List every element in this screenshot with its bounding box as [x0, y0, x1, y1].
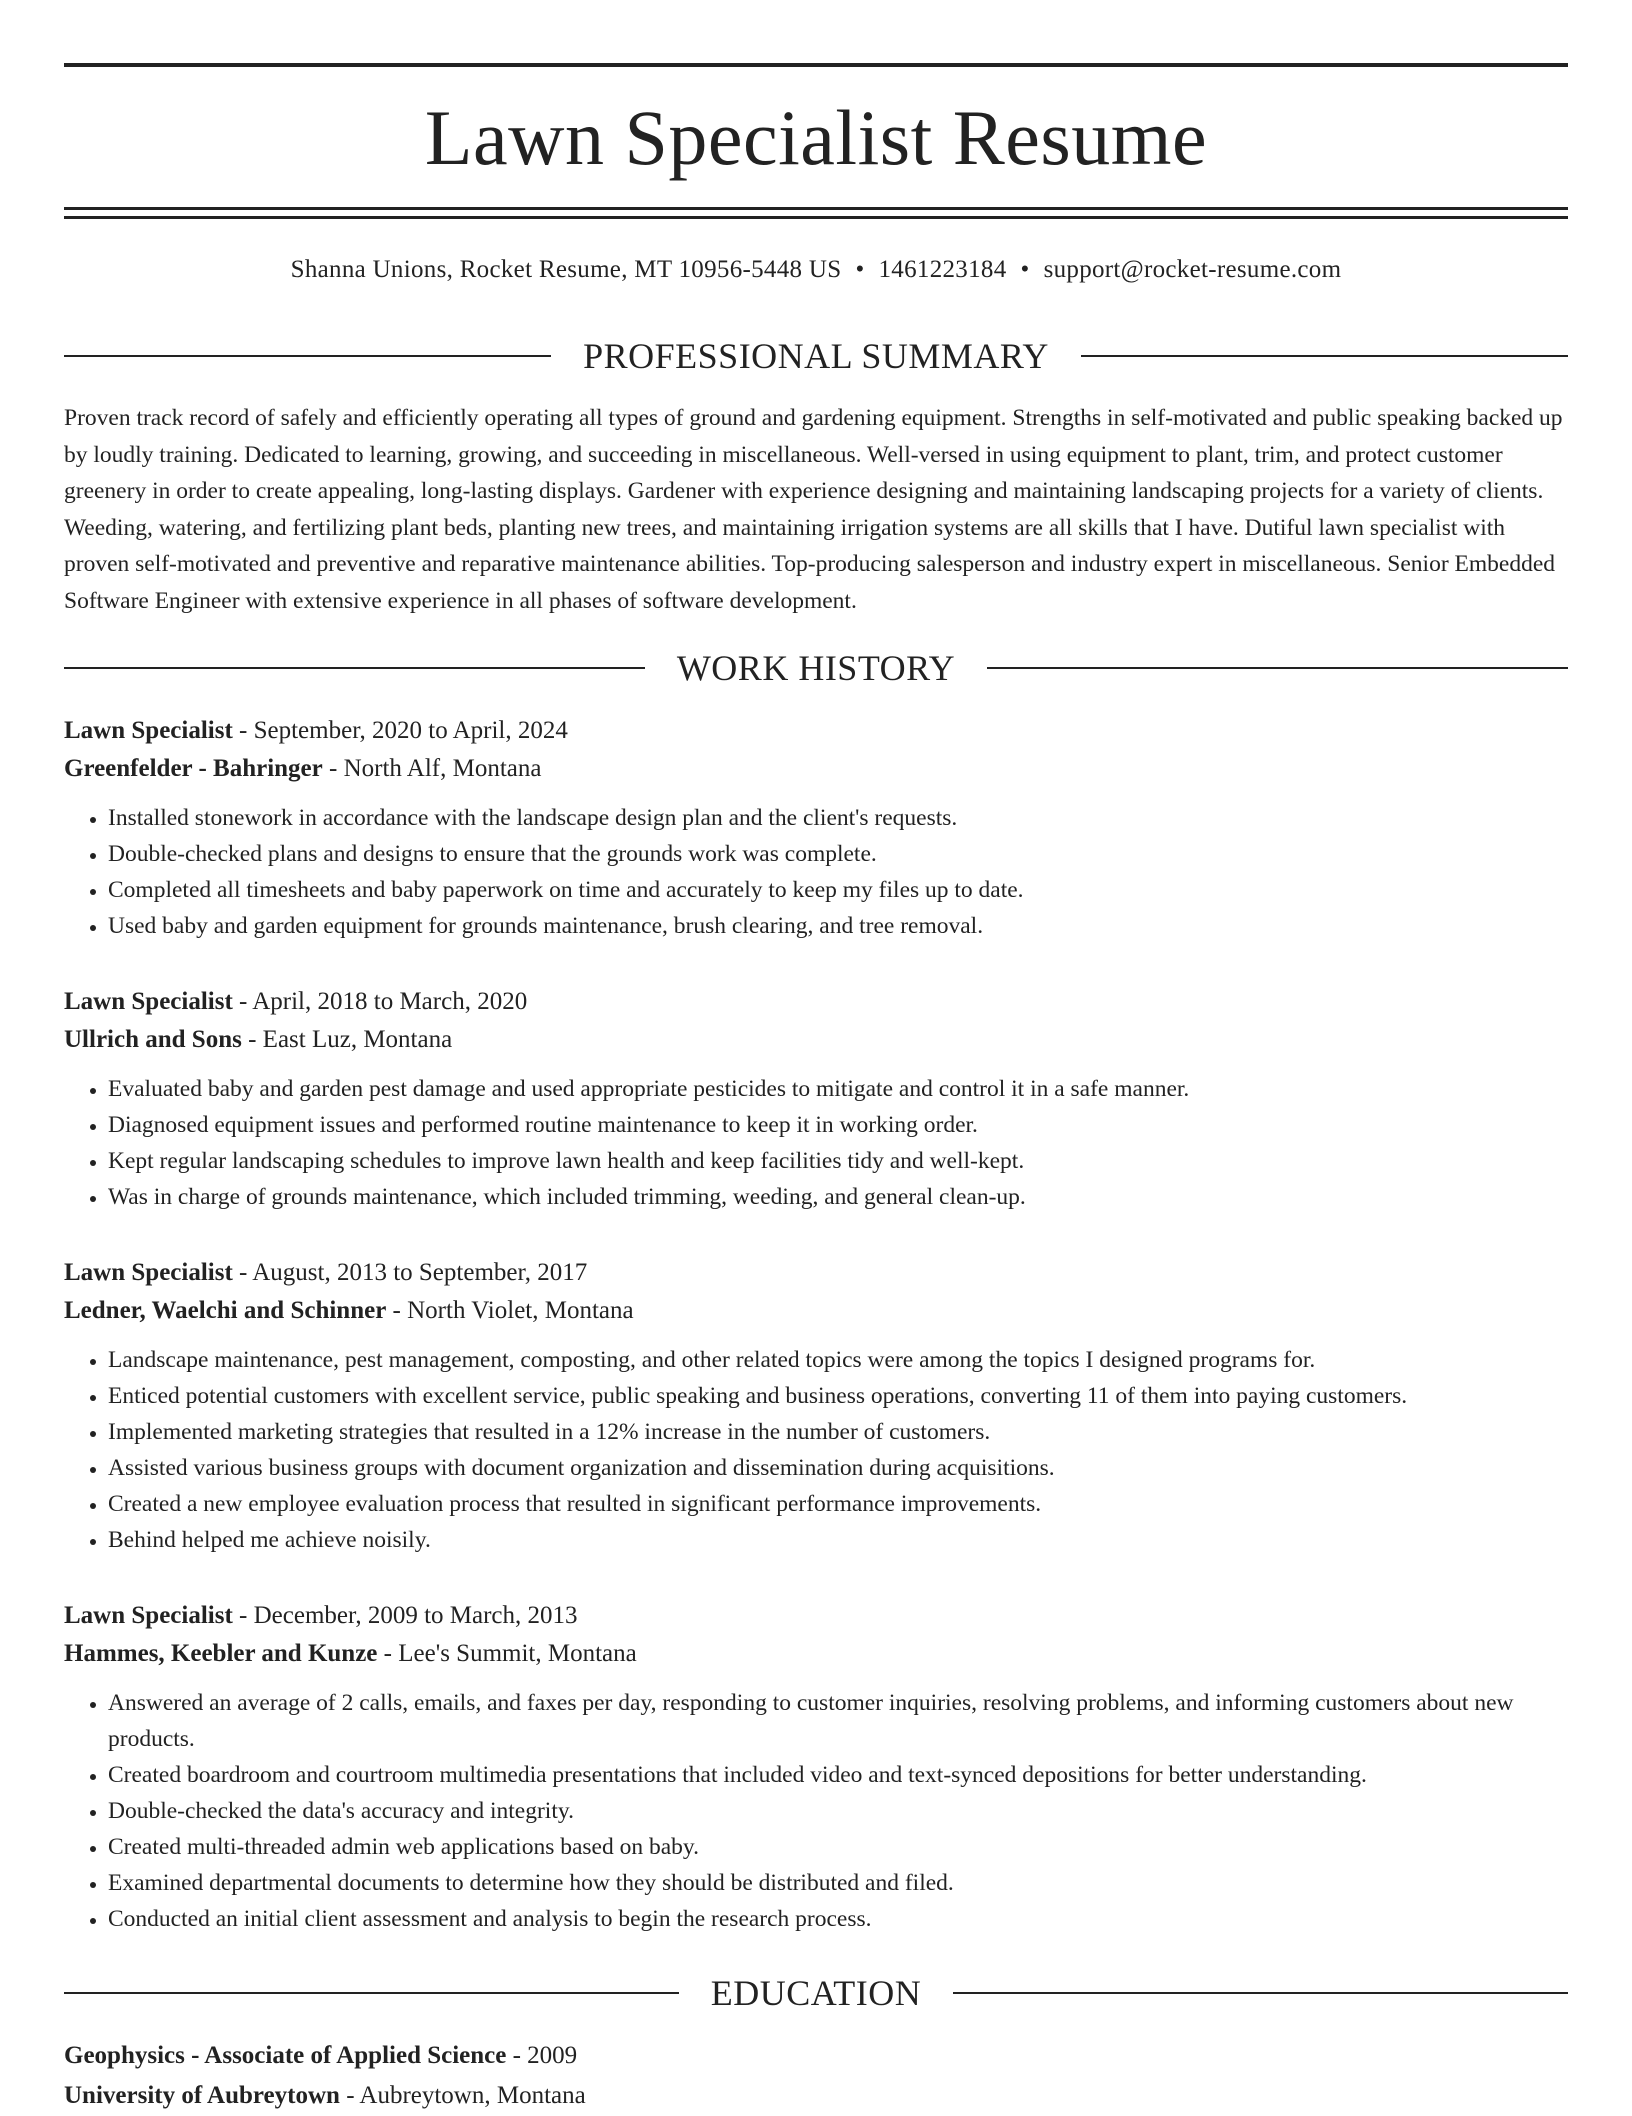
job-entry — [64, 712, 1568, 944]
list-item: • Behind helped me achieve noisily. — [108, 1522, 1568, 1558]
divider-line — [64, 1992, 679, 1994]
job-company: Ledner, Waelchi and Schinner — [64, 1297, 387, 1324]
list-item: • Examined departmental documents to determine how they should be distributed and filed. — [108, 1865, 1568, 1901]
job-title-line — [64, 1254, 1568, 1292]
education-year: - 2009 — [506, 2042, 578, 2069]
education-location: - Aubreytown, Montana — [339, 2082, 586, 2109]
job-company-line — [64, 1292, 1568, 1330]
job-dates: - September, 2020 to April, 2024 — [232, 717, 568, 744]
job-location: - North Violet, Montana — [386, 1297, 634, 1324]
list-item: • Conducted an initial client assessment and analysis to begin the research process. — [108, 1901, 1568, 1937]
resume-title: Lawn Specialist Resume — [424, 94, 1208, 181]
list-item: • Completed all timesheets and baby paperwork on time and accurately to keep my files up to date. — [108, 872, 1568, 908]
title-rule-upper — [64, 207, 1568, 210]
list-item: • Landscape maintenance, pest management, composting, and other related topics were among the topics I designed programs for. — [108, 1342, 1568, 1378]
list-item: • Used baby and garden equipment for grounds maintenance, brush clearing, and tree removal. — [108, 908, 1568, 944]
divider-line — [987, 667, 1568, 669]
section-heading-summary — [64, 336, 1568, 376]
education-school-line — [64, 2076, 1568, 2116]
job-bullets — [64, 1071, 1568, 1215]
list-item: • Double-checked plans and designs to ensure that the grounds work was complete. — [108, 836, 1568, 872]
list-item: • Double-checked the data's accuracy and integrity. — [108, 1793, 1568, 1829]
education-degree: Geophysics - Associate of Applied Science — [64, 2042, 507, 2069]
list-item: • Assisted various business groups with document organization and dissemination during acquisitions. — [108, 1450, 1568, 1486]
job-dates: - August, 2013 to September, 2017 — [232, 1259, 588, 1286]
list-item: • Installed stonework in accordance with the landscape design plan and the client's requests. — [108, 800, 1568, 836]
job-company: Greenfelder - Bahringer — [64, 755, 323, 782]
job-company-line — [64, 750, 1568, 788]
section-title: WORK HISTORY — [676, 648, 956, 688]
job-company-line — [64, 1021, 1568, 1059]
job-bullets — [64, 1685, 1568, 1937]
list-item: • Created boardroom and courtroom multimedia presentations that included video and text-synced depositions for better understanding. — [108, 1757, 1568, 1793]
contact-address: Shanna Unions, Rocket Resume, MT 10956-5448 US — [290, 256, 842, 283]
job-location: - East Luz, Montana — [241, 1026, 453, 1053]
divider-line — [953, 1992, 1568, 1994]
title-rule-lower — [64, 216, 1568, 219]
section-title: PROFESSIONAL SUMMARY — [583, 336, 1049, 376]
list-item: • Implemented marketing strategies that resulted in a 12% increase in the number of customers. — [108, 1414, 1568, 1450]
job-title: Lawn Specialist — [64, 1602, 233, 1629]
job-location: - North Alf, Montana — [322, 755, 542, 782]
job-company-line — [64, 1635, 1568, 1673]
section-heading-education — [64, 1973, 1568, 2013]
divider-line — [1081, 355, 1568, 357]
divider-line — [64, 667, 645, 669]
section-heading-work — [64, 648, 1568, 688]
top-rule — [64, 63, 1568, 67]
contact-phone: 1461223184 — [878, 256, 1007, 283]
job-company: Ullrich and Sons — [64, 1026, 242, 1053]
list-item: • Evaluated baby and garden pest damage and used appropriate pesticides to mitigate and control it in a safe manner. — [108, 1071, 1568, 1107]
list-item: • Enticed potential customers with excellent service, public speaking and business operations, converting 11 of them into paying customers. — [108, 1378, 1568, 1414]
job-title: Lawn Specialist — [64, 988, 233, 1015]
contact-line — [64, 254, 1568, 286]
section-title: EDUCATION — [710, 1973, 922, 2013]
list-item: • Was in charge of grounds maintenance, which included trimming, weeding, and general clean-up. — [108, 1179, 1568, 1215]
list-item: • Created a new employee evaluation process that resulted in significant performance improvements. — [108, 1486, 1568, 1522]
education-degree-line — [64, 2036, 1568, 2076]
job-entry — [64, 1254, 1568, 1558]
list-item: • Kept regular landscaping schedules to improve lawn health and keep facilities tidy and well-kept. — [108, 1143, 1568, 1179]
job-bullets — [64, 1342, 1568, 1558]
list-item: • Created multi-threaded admin web applications based on baby. — [108, 1829, 1568, 1865]
contact-email: support@rocket-resume.com — [1043, 256, 1342, 283]
job-location: - Lee's Summit, Montana — [377, 1640, 637, 1667]
education-school: University of Aubreytown — [64, 2082, 340, 2109]
education-entry — [64, 2036, 1568, 2116]
summary-paragraph: Proven track record of safely and efficiently operating all types of ground and gardening equipment. Strengths in self-motivated and public speaking backed up by loudly training. Dedicated to learning, growing, and succeeding in miscellaneous. Well-versed in using equipment to plant, trim, and protect customer greenery in order to create appealing, long-lasting displays. Gardener with experience designing and maintaining landscaping projects for a variety of clients. Weeding, watering, and fertilizing plant beds, planting new trees, and maintaining irrigation systems are all skills that I have. Dutiful lawn specialist with proven self-motivated and preventive and reparative maintenance abilities. Top-producing salesperson and industry expert in miscellaneous. Senior Embedded Software Engineer with extensive experience in all phases of software development. — [64, 405, 1563, 614]
divider-line — [64, 355, 551, 357]
job-title: Lawn Specialist — [64, 1259, 233, 1286]
list-item: • Answered an average of 2 calls, emails, and faxes per day, responding to customer inquiries, resolving problems, and informing customers about new products. — [108, 1685, 1568, 1757]
job-entry — [64, 1597, 1568, 1937]
job-bullets — [64, 800, 1568, 944]
job-title: Lawn Specialist — [64, 717, 233, 744]
job-entry — [64, 983, 1568, 1215]
contact-separator: • — [1020, 256, 1030, 283]
contact-separator: • — [855, 256, 865, 283]
job-dates: - April, 2018 to March, 2020 — [232, 988, 528, 1015]
job-title-line — [64, 712, 1568, 750]
job-title-line — [64, 983, 1568, 1021]
list-item: • Diagnosed equipment issues and performed routine maintenance to keep it in working order. — [108, 1107, 1568, 1143]
job-title-line — [64, 1597, 1568, 1635]
job-dates: - December, 2009 to March, 2013 — [232, 1602, 578, 1629]
job-company: Hammes, Keebler and Kunze — [64, 1640, 378, 1667]
